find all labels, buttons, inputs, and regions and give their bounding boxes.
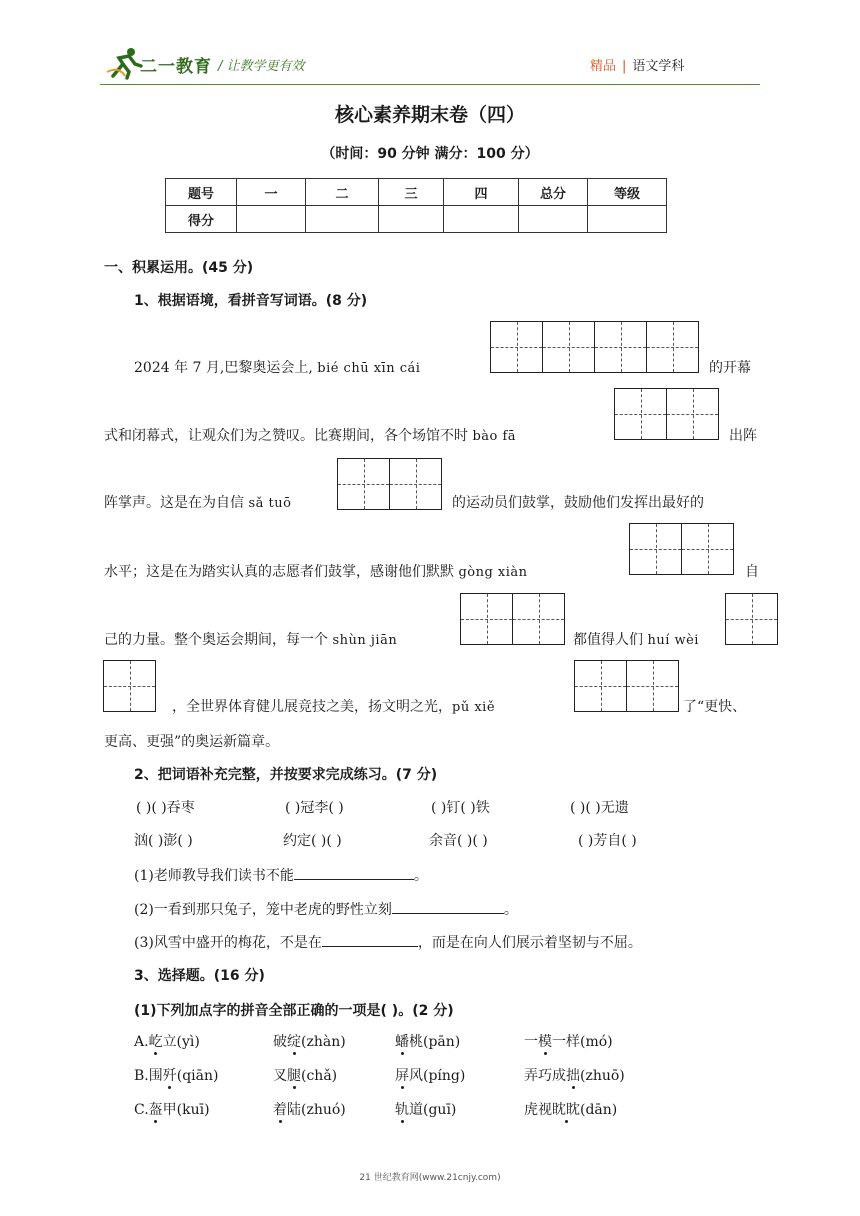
score-cell[interactable] <box>588 206 667 233</box>
passage-text: 更高、更强”的奥运新篇章。 <box>104 734 280 750</box>
writing-grid[interactable] <box>460 593 565 645</box>
pinyin: bào fā <box>472 429 517 444</box>
score-table <box>165 178 667 233</box>
writing-grid[interactable] <box>725 593 778 645</box>
brand-name: 二一教育 <box>140 57 212 77</box>
passage-text: 己的力量。整个奥运会期间，每一个 shùn jiān <box>104 632 398 648</box>
question-heading: 2、把词语补充完整，并按要求完成练习。(7 分) <box>134 767 438 783</box>
option-word: 弄巧成拙(zhuō) <box>524 1068 625 1084</box>
option-word: 蟠桃(pān) <box>395 1034 461 1050</box>
pinyin: huí wèi <box>647 633 699 648</box>
table-header: 题号 <box>166 179 237 206</box>
idiom-blank[interactable]: 余音( )( ) <box>429 833 488 849</box>
table-row <box>166 206 667 233</box>
option-row-a[interactable]: A.屹立(yì) <box>134 1034 200 1050</box>
answer-blank[interactable] <box>392 899 504 914</box>
passage-text: 2024 年 7 月,巴黎奥运会上, bié chū xīn cái <box>134 360 421 376</box>
score-cell[interactable] <box>444 206 519 233</box>
passage-text: 的运动员们鼓掌，鼓励他们发挥出最好的 <box>452 495 704 511</box>
writing-grid[interactable] <box>103 660 156 712</box>
passage-text: 出阵 <box>729 428 757 444</box>
passage-text: 式和闭幕式，让观众们为之赞叹。比赛期间，各个场馆不时 bào fā <box>104 428 517 444</box>
passage-text: 水平；这是在为踏实认真的志愿者们鼓掌，感谢他们默默 gòng xiàn <box>104 564 528 580</box>
option-word: 轨道(guī) <box>395 1102 457 1118</box>
score-cell[interactable] <box>306 206 379 233</box>
table-header: 四 <box>444 179 519 206</box>
table-header: 总分 <box>519 179 588 206</box>
pinyin: sǎ tuō <box>248 496 292 511</box>
quality-tag: 精品 <box>590 59 617 74</box>
section-heading: 一、积累运用。(45 分) <box>104 260 254 276</box>
subject-tag: 语文学科 <box>632 59 685 74</box>
passage-text: 都值得人们 huí wèi <box>573 632 699 648</box>
question-heading: 1、根据语境，看拼音写词语。(8 分) <box>134 293 368 309</box>
idiom-blank[interactable]: ( )芳自( ) <box>578 833 637 849</box>
row-label: 得分 <box>166 206 237 233</box>
option-row-b[interactable]: B.围歼(qiān) <box>134 1068 219 1084</box>
passage-text: 了“更快、 <box>683 699 747 715</box>
option-word: 叉腿(chǎ) <box>273 1068 338 1084</box>
slogan: / 让教学更有效 <box>218 59 305 74</box>
option-word: 一模一样(mó) <box>524 1034 613 1050</box>
idiom-blank[interactable]: ( )冠李( ) <box>285 800 344 816</box>
page-footer: 21 世纪教育网(www.21cnjy.com) <box>359 1173 501 1183</box>
writing-grid[interactable] <box>490 321 699 373</box>
page-title: 核心素养期末卷（四） <box>334 104 525 126</box>
runner-icon <box>105 46 145 80</box>
option-word: 破绽(zhàn) <box>273 1034 346 1050</box>
answer-blank[interactable] <box>294 865 414 880</box>
option-word: 屏风(píng) <box>395 1068 466 1084</box>
header-divider <box>100 84 760 85</box>
answer-blank[interactable] <box>322 932 418 947</box>
option-word: 着陆(zhuó) <box>273 1102 346 1118</box>
idiom-blank[interactable]: ( )( )吞枣 <box>136 800 195 816</box>
passage-text: 自 <box>745 564 759 580</box>
table-header: 等级 <box>588 179 667 206</box>
table-header: 一 <box>237 179 306 206</box>
pinyin: gòng xiàn <box>458 565 528 580</box>
writing-grid[interactable] <box>337 458 442 510</box>
table-row <box>166 179 667 206</box>
passage-text: 阵掌声。这是在为自信 sǎ tuō <box>104 495 292 511</box>
sentence: (1)老师教导我们读书不能 。 <box>134 865 428 885</box>
score-cell[interactable] <box>519 206 588 233</box>
score-cell[interactable] <box>237 206 306 233</box>
table-header: 二 <box>306 179 379 206</box>
writing-grid[interactable] <box>629 523 734 575</box>
header-tags: 精品 | 语文学科 <box>590 59 685 74</box>
question-heading: 3、选择题。(16 分) <box>134 968 265 984</box>
option-row-c[interactable]: C.盔甲(kuī) <box>134 1102 210 1118</box>
score-cell[interactable] <box>379 206 444 233</box>
exam-info: （时间：90 分钟 满分：100 分） <box>321 146 539 162</box>
idiom-blank[interactable]: 汹( )澎( ) <box>134 833 193 849</box>
pinyin: bié chū xīn cái <box>317 361 421 376</box>
table-header: 三 <box>379 179 444 206</box>
sentence: (2)一看到那只兔子，笼中老虎的野性立刻 。 <box>134 899 518 919</box>
option-word: 虎视眈眈(dān) <box>524 1102 618 1118</box>
passage-text: 的开幕 <box>709 360 751 376</box>
pinyin: pǔ xiě <box>452 700 496 715</box>
sub-question: (1)下列加点字的拼音全部正确的一项是( )。(2 分) <box>134 1003 454 1019</box>
writing-grid[interactable] <box>574 660 679 712</box>
pinyin: shùn jiān <box>332 633 398 648</box>
idiom-blank[interactable]: ( )钉( )铁 <box>431 800 490 816</box>
passage-text: ，全世界体育健儿展竞技之美，扬文明之光，pǔ xiě <box>172 699 496 715</box>
writing-grid[interactable] <box>614 388 719 440</box>
sentence: (3)风雪中盛开的梅花，不是在 ，而是在向人们展示着坚韧与不屈。 <box>134 932 642 952</box>
idiom-blank[interactable]: ( )( )无遗 <box>570 800 629 816</box>
idiom-blank[interactable]: 约定( )( ) <box>283 833 342 849</box>
